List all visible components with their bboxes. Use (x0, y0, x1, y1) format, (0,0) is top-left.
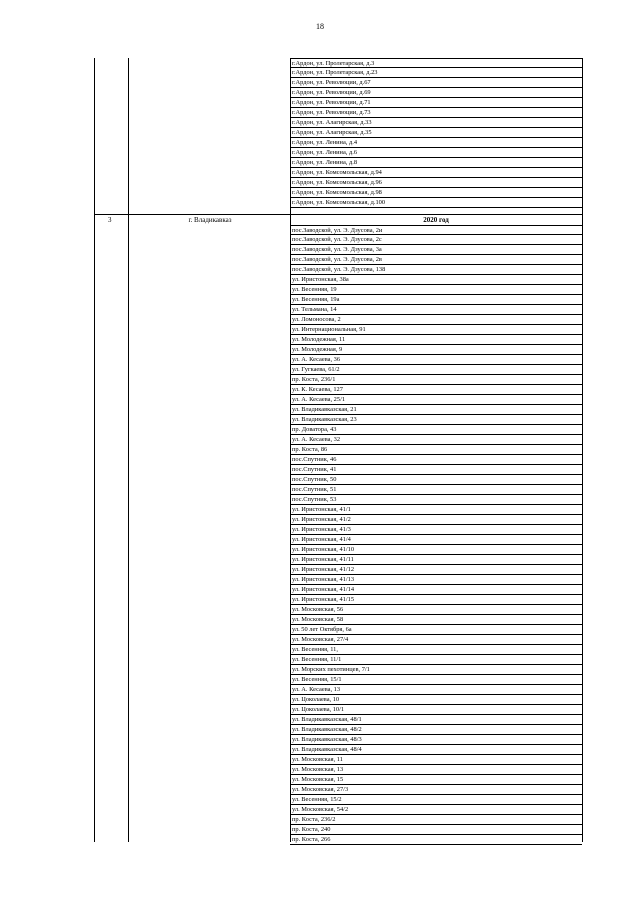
address-row: г.Ардон, ул. Ленина, д.4 (290, 138, 582, 148)
address-row: г.Ардон, ул. Алагирская, д.35 (290, 128, 582, 138)
address-row: ул. Весенняя, 19а (290, 295, 582, 305)
address-row: ул. Молодежная, 11 (290, 335, 582, 345)
address-row: г.Ардон, ул. Комсомольская, д.96 (290, 178, 582, 188)
ardon-address-list (290, 58, 582, 208)
address-row: ул. А. Кесаева, 13 (290, 685, 582, 695)
address-row: ул. Иристонская, 41/11 (290, 555, 582, 565)
address-row: г.Ардон, ул. Комсомольская, д.98 (290, 188, 582, 198)
address-row: ул. Весенняя, 15/2 (290, 795, 582, 805)
address-row: ул. Московская, 11 (290, 755, 582, 765)
address-row: пр. Коста, 236/2 (290, 815, 582, 825)
address-row: ул. Цоколаева, 10/1 (290, 705, 582, 715)
address-row: ул. Владикавказская, 48/1 (290, 715, 582, 725)
address-row: ул. Московская, 15 (290, 775, 582, 785)
address-row: пос.Спутник, 46 (290, 455, 582, 465)
address-row: ул. Иристонская, 41/1 (290, 505, 582, 515)
address-row: г.Ардон, ул. Комсомольская, д.100 (290, 198, 582, 208)
address-row: ул. Владикавказская, 48/2 (290, 725, 582, 735)
address-row: ул. Иристонская, 41/13 (290, 575, 582, 585)
address-row: ул. Иристонская, 41/3 (290, 525, 582, 535)
address-row: ул. 50 лет Октября, 6а (290, 625, 582, 635)
address-row: ул. Гугкаева, 61/2 (290, 365, 582, 375)
address-row: пр. Коста, 86 (290, 445, 582, 455)
address-row: пр. Доватора, 43 (290, 425, 582, 435)
address-row: ул. Иристонская, 41/15 (290, 595, 582, 605)
table-border-right (582, 58, 583, 842)
address-row: ул. А. Кесаева, 32 (290, 435, 582, 445)
address-row: пос.Спутник, 53 (290, 495, 582, 505)
address-row: ул. А. Кесаева, 25/1 (290, 395, 582, 405)
address-row: ул. А. Кесаева, 36 (290, 355, 582, 365)
address-row: ул. Тельмана, 14 (290, 305, 582, 315)
address-row: пр. Коста, 240 (290, 825, 582, 835)
address-row: ул. Ломоносова, 2 (290, 315, 582, 325)
address-row: ул. Интернациональная, 91 (290, 325, 582, 335)
address-row: ул. Московская, 54/2 (290, 805, 582, 815)
address-row: ул. Владикавказская, 21 (290, 405, 582, 415)
table-border-col1 (128, 58, 129, 842)
address-row: г.Ардон, ул. Революции, д.69 (290, 88, 582, 98)
address-row: пос.Заводской, ул. Э. Дзусова, 2в (290, 255, 582, 265)
address-row: пос.Заводской, ул. Э. Дзусова, 138 (290, 265, 582, 275)
page-number: 18 (316, 22, 324, 31)
address-row: ул. Владикавказская, 48/4 (290, 745, 582, 755)
address-row: ул. Московская, 27/3 (290, 785, 582, 795)
address-row: ул. Московская, 27/4 (290, 635, 582, 645)
address-row: пр. Коста, 236/1 (290, 375, 582, 385)
address-row: г.Ардон, ул. Пролетарская, д.3 (290, 58, 582, 68)
year-header: 2020 год (423, 216, 449, 224)
address-row: г.Ардон, ул. Ленина, д.8 (290, 158, 582, 168)
address-row: ул. Иристонская, 41/4 (290, 535, 582, 545)
address-row: ул. Иристонская, 38а (290, 275, 582, 285)
address-row: г.Ардон, ул. Алагирская, д.33 (290, 118, 582, 128)
section-separator (94, 214, 582, 215)
address-row: г.Ардон, ул. Пролетарская, д.23 (290, 68, 582, 78)
address-row: ул. Иристонская, 41/12 (290, 565, 582, 575)
address-row: ул. Цоколаева, 10 (290, 695, 582, 705)
address-row: пос.Заводской, ул. Э. Дзусова, 2и (290, 225, 582, 235)
city-name: г. Владикавказ (188, 216, 232, 224)
address-row: ул. Иристонская, 41/10 (290, 545, 582, 555)
address-row: ул. Московская, 58 (290, 615, 582, 625)
address-row: ул. Владикавказская, 48/3 (290, 735, 582, 745)
section-number: 3 (108, 216, 112, 224)
address-row: г.Ардон, ул. Ленина, д.6 (290, 148, 582, 158)
address-row: пос.Заводской, ул. Э. Дзусова, 2с (290, 235, 582, 245)
address-row: ул. Владикавказская, 23 (290, 415, 582, 425)
address-row: ул. Иристонская, 41/2 (290, 515, 582, 525)
address-row: ул. Весенняя, 19 (290, 285, 582, 295)
address-row: ул. Молодежная, 9 (290, 345, 582, 355)
address-row: пос.Спутник, 50 (290, 475, 582, 485)
table-border-left (94, 58, 95, 842)
address-row: пр. Коста, 266 (290, 835, 582, 845)
address-row: пос.Спутник, 51 (290, 485, 582, 495)
address-row: г.Ардон, ул. Революции, д.73 (290, 108, 582, 118)
address-row: ул. Московская, 56 (290, 605, 582, 615)
address-row: пос.Заводской, ул. Э. Дзусова, 3а (290, 245, 582, 255)
address-row: ул. Московская, 13 (290, 765, 582, 775)
address-row: ул. Весенняя, 11/1 (290, 655, 582, 665)
address-row: ул. Иристонская, 41/14 (290, 585, 582, 595)
address-row: ул. Весенняя, 11, (290, 645, 582, 655)
address-row: ул. К. Кесаева, 127 (290, 385, 582, 395)
address-row: г.Ардон, ул. Революции, д.67 (290, 78, 582, 88)
vladikavkaz-address-list (290, 225, 582, 845)
address-row: ул. Весенняя, 15/1 (290, 675, 582, 685)
address-row: пос.Спутник, 41 (290, 465, 582, 475)
address-row: г.Ардон, ул. Комсомольская, д.94 (290, 168, 582, 178)
address-row: ул. Морских пехотинцев, 7/1 (290, 665, 582, 675)
address-row: г.Ардон, ул. Революции, д.71 (290, 98, 582, 108)
